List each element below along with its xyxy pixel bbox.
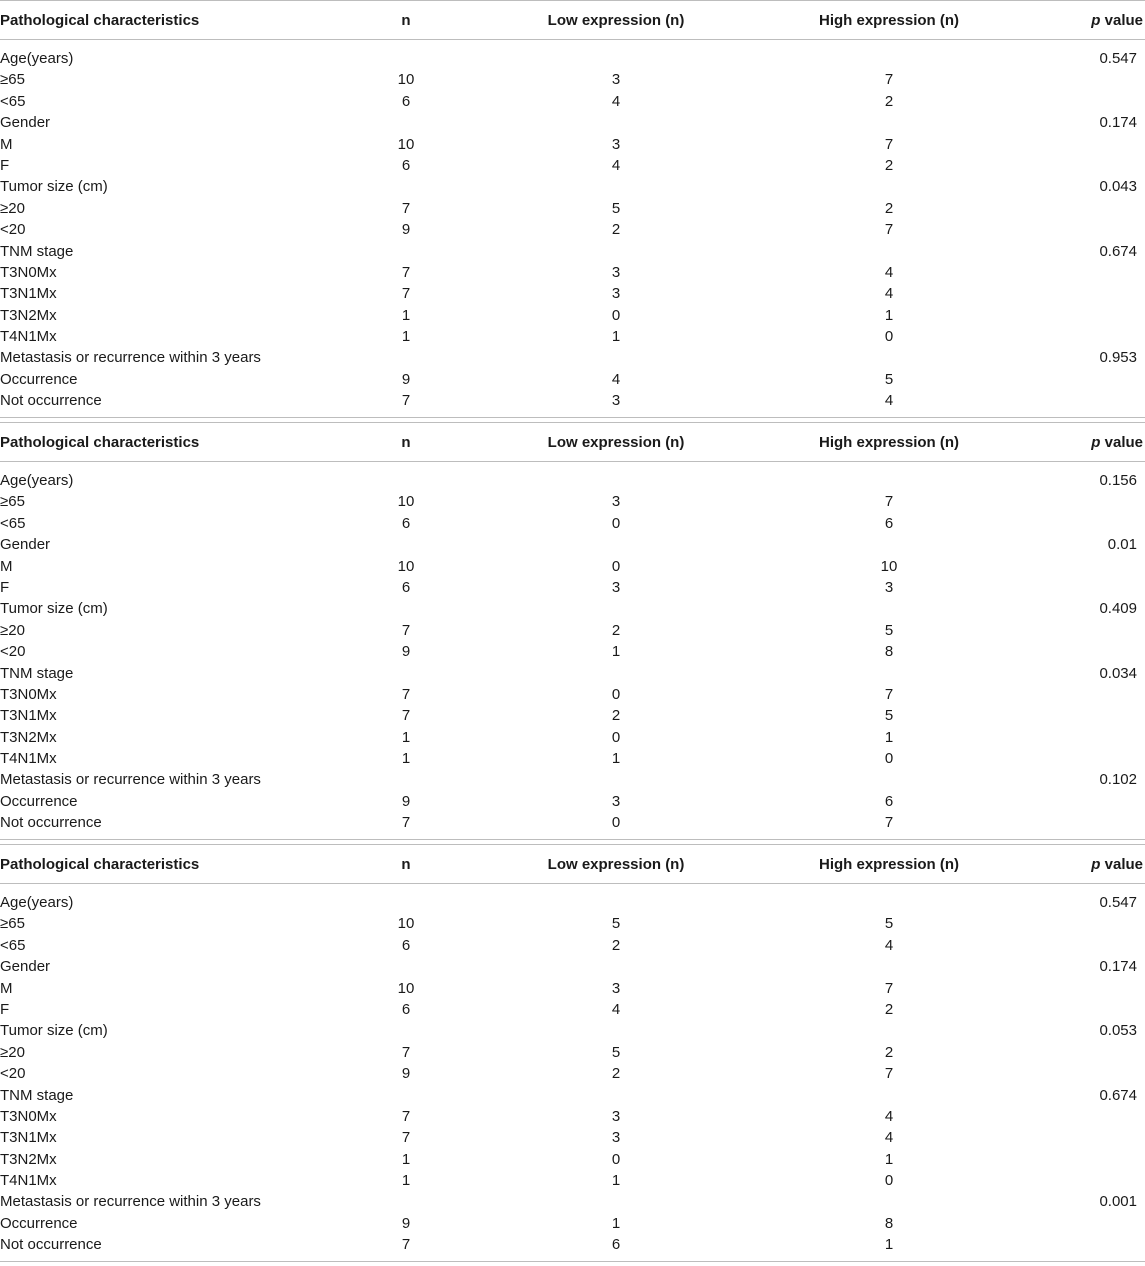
cell-high-expression: 4	[884, 392, 894, 410]
cell-n: 9	[401, 792, 411, 810]
cell-high-expression: 2	[884, 199, 894, 217]
cell-high-expression: 2	[884, 156, 894, 174]
table-row	[0, 913, 1145, 934]
cell-n: 7	[401, 621, 411, 639]
header-high-expression: High expression (n)	[818, 434, 960, 451]
table-row	[0, 556, 1145, 577]
cell-n: 6	[401, 514, 411, 532]
cell-n: 7	[401, 707, 411, 725]
cell-low-expression: 5	[611, 1043, 621, 1061]
cell-n: 9	[401, 221, 411, 239]
table-row	[0, 1042, 1145, 1063]
row-label: Occurrence	[0, 1214, 78, 1232]
table-header	[0, 844, 1145, 884]
cell-n: 7	[401, 199, 411, 217]
row-label: Tumor size (cm)	[0, 600, 108, 618]
table-row	[0, 1063, 1145, 1084]
cell-low-expression: 3	[611, 1107, 621, 1125]
cell-high-expression: 5	[884, 915, 894, 933]
cell-low-expression: 0	[611, 514, 621, 532]
row-label: <65	[0, 514, 26, 532]
cell-low-expression: 1	[611, 750, 621, 768]
row-label: TNM stage	[0, 242, 74, 260]
cell-high-expression: 7	[884, 71, 894, 89]
cell-low-expression: 3	[611, 578, 621, 596]
table-row	[0, 641, 1145, 662]
table-row	[0, 935, 1145, 956]
cell-n: 7	[401, 1129, 411, 1147]
cell-n: 1	[401, 328, 411, 346]
cell-high-expression: 7	[884, 221, 894, 239]
cell-high-expression: 2	[884, 92, 894, 110]
table-row	[0, 283, 1145, 304]
row-label: Not occurrence	[0, 392, 102, 410]
cell-high-expression: 1	[884, 1150, 894, 1168]
table-row	[0, 155, 1145, 176]
p-rest: value	[1100, 12, 1143, 29]
cell-p-value: 0.043	[1099, 178, 1137, 196]
cell-high-expression: 7	[884, 814, 894, 832]
cell-n: 7	[401, 1107, 411, 1125]
cell-low-expression: 4	[611, 156, 621, 174]
cell-low-expression: 1	[611, 1214, 621, 1232]
cell-high-expression: 0	[884, 1172, 894, 1190]
row-label: T3N1Mx	[0, 285, 57, 303]
cell-high-expression: 6	[884, 514, 894, 532]
row-label: TNM stage	[0, 664, 74, 682]
cell-n: 7	[401, 1043, 411, 1061]
cell-high-expression: 8	[884, 1214, 894, 1232]
row-label: T3N1Mx	[0, 707, 57, 725]
header-low-expression: Low expression (n)	[547, 856, 685, 873]
cell-n: 10	[397, 493, 415, 511]
p-italic: p	[1091, 434, 1101, 451]
header-p-value	[1091, 856, 1143, 873]
cell-p-value: 0.156	[1099, 472, 1137, 489]
header-low-expression: Low expression (n)	[547, 434, 685, 451]
cell-low-expression: 3	[611, 1129, 621, 1147]
row-label: <20	[0, 221, 26, 239]
table-row	[0, 999, 1145, 1020]
cell-n: 6	[401, 92, 411, 110]
cell-low-expression: 0	[611, 1150, 621, 1168]
cell-n: 1	[401, 750, 411, 768]
cell-low-expression: 4	[611, 92, 621, 110]
table-row	[0, 705, 1145, 726]
cell-p-value: 0.102	[1099, 771, 1137, 789]
row-label: Not occurrence	[0, 814, 102, 832]
cell-n: 7	[401, 1236, 411, 1254]
cell-high-expression: 4	[884, 1107, 894, 1125]
table-1	[0, 0, 1145, 418]
cell-high-expression: 10	[880, 557, 898, 575]
row-label: <20	[0, 1065, 26, 1083]
cell-n: 10	[397, 557, 415, 575]
table-row	[0, 176, 1145, 197]
cell-low-expression: 3	[611, 285, 621, 303]
cell-n: 6	[401, 156, 411, 174]
header-low-expression: Low expression (n)	[547, 12, 685, 29]
cell-n: 7	[401, 285, 411, 303]
cell-high-expression: 0	[884, 750, 894, 768]
cell-low-expression: 4	[611, 1000, 621, 1018]
table-row	[0, 91, 1145, 112]
cell-high-expression: 2	[884, 1000, 894, 1018]
row-label: Metastasis or recurrence within 3 years	[0, 771, 261, 789]
cell-low-expression: 0	[611, 814, 621, 832]
table-row	[0, 534, 1145, 555]
row-label: Tumor size (cm)	[0, 1022, 108, 1040]
table-row	[0, 978, 1145, 999]
cell-high-expression: 5	[884, 707, 894, 725]
table-row	[0, 1191, 1145, 1212]
table-row	[0, 491, 1145, 512]
cell-low-expression: 3	[611, 135, 621, 153]
row-label: T3N2Mx	[0, 306, 57, 324]
row-label: ≥65	[0, 71, 25, 89]
table-row	[0, 748, 1145, 769]
table-row	[0, 577, 1145, 598]
cell-p-value: 0.547	[1099, 894, 1137, 911]
cell-n: 6	[401, 1000, 411, 1018]
cell-low-expression: 1	[611, 1172, 621, 1190]
table-row	[0, 69, 1145, 90]
table-row	[0, 1127, 1145, 1148]
cell-p-value: 0.409	[1099, 600, 1137, 618]
row-label: M	[0, 135, 13, 153]
row-label: T4N1Mx	[0, 1172, 57, 1190]
cell-n: 7	[401, 814, 411, 832]
cell-low-expression: 2	[611, 221, 621, 239]
header-p-value	[1091, 434, 1143, 451]
row-label: ≥20	[0, 1043, 25, 1061]
table-row	[0, 1020, 1145, 1041]
row-label: ≥65	[0, 493, 25, 511]
row-label: T3N2Mx	[0, 1150, 57, 1168]
table-row	[0, 791, 1145, 812]
row-label: T3N0Mx	[0, 685, 57, 703]
cell-p-value: 0.034	[1099, 664, 1137, 682]
cell-high-expression: 7	[884, 1065, 894, 1083]
row-label: <65	[0, 936, 26, 954]
row-label: Age(years)	[0, 50, 74, 67]
table-header	[0, 0, 1145, 40]
row-label: ≥20	[0, 199, 25, 217]
cell-n: 7	[401, 263, 411, 281]
cell-p-value: 0.953	[1099, 349, 1137, 367]
row-label: Age(years)	[0, 472, 74, 489]
cell-high-expression: 4	[884, 285, 894, 303]
cell-p-value: 0.674	[1099, 242, 1137, 260]
cell-high-expression: 4	[884, 263, 894, 281]
cell-low-expression: 3	[611, 493, 621, 511]
table-row	[0, 369, 1145, 390]
p-rest: value	[1100, 434, 1143, 451]
header-characteristic: Pathological characteristics	[0, 12, 200, 29]
cell-n: 1	[401, 1150, 411, 1168]
table-row	[0, 769, 1145, 790]
row-label: <20	[0, 643, 26, 661]
row-label: F	[0, 1000, 10, 1018]
header-high-expression: High expression (n)	[818, 12, 960, 29]
table-body	[0, 462, 1145, 840]
cell-high-expression: 4	[884, 1129, 894, 1147]
row-label: <65	[0, 92, 26, 110]
cell-high-expression: 1	[884, 306, 894, 324]
cell-n: 7	[401, 685, 411, 703]
row-label: T3N2Mx	[0, 728, 57, 746]
table-row	[0, 1085, 1145, 1106]
cell-low-expression: 2	[611, 1065, 621, 1083]
cell-p-value: 0.01	[1107, 536, 1137, 554]
cell-n: 6	[401, 578, 411, 596]
cell-low-expression: 5	[611, 199, 621, 217]
cell-low-expression: 4	[611, 370, 621, 388]
cell-n: 1	[401, 306, 411, 324]
cell-high-expression: 7	[884, 685, 894, 703]
table-row	[0, 1149, 1145, 1170]
cell-low-expression: 1	[611, 328, 621, 346]
cell-high-expression: 7	[884, 493, 894, 511]
cell-high-expression: 3	[884, 578, 894, 596]
row-label: F	[0, 156, 10, 174]
row-label: T4N1Mx	[0, 750, 57, 768]
cell-high-expression: 2	[884, 1043, 894, 1061]
cell-high-expression: 0	[884, 328, 894, 346]
cell-low-expression: 3	[611, 792, 621, 810]
cell-low-expression: 0	[611, 306, 621, 324]
cell-n: 7	[401, 392, 411, 410]
table-row	[0, 1170, 1145, 1191]
cell-low-expression: 2	[611, 707, 621, 725]
header-p-value	[1091, 12, 1143, 29]
cell-low-expression: 3	[611, 71, 621, 89]
row-label: Metastasis or recurrence within 3 years	[0, 1193, 261, 1211]
p-italic: p	[1091, 12, 1101, 29]
table-row	[0, 470, 1145, 491]
row-label: Tumor size (cm)	[0, 178, 108, 196]
cell-low-expression: 2	[611, 621, 621, 639]
table-body	[0, 884, 1145, 1262]
table-row	[0, 663, 1145, 684]
table-row	[0, 262, 1145, 283]
row-label: T3N0Mx	[0, 1107, 57, 1125]
row-label: T4N1Mx	[0, 328, 57, 346]
row-label: TNM stage	[0, 1086, 74, 1104]
table-row	[0, 347, 1145, 368]
cell-n: 9	[401, 1065, 411, 1083]
cell-n: 10	[397, 135, 415, 153]
header-n: n	[401, 856, 411, 873]
header-characteristic: Pathological characteristics	[0, 856, 200, 873]
table-row	[0, 1213, 1145, 1234]
table-3	[0, 844, 1145, 1262]
cell-high-expression: 7	[884, 979, 894, 997]
cell-low-expression: 3	[611, 263, 621, 281]
table-body	[0, 40, 1145, 418]
table-row	[0, 620, 1145, 641]
cell-high-expression: 8	[884, 643, 894, 661]
row-label: Age(years)	[0, 894, 74, 911]
header-n: n	[401, 434, 411, 451]
p-rest: value	[1100, 856, 1143, 873]
table-row	[0, 390, 1145, 411]
cell-low-expression: 5	[611, 915, 621, 933]
table-row	[0, 1106, 1145, 1127]
header-characteristic: Pathological characteristics	[0, 434, 200, 451]
cell-p-value: 0.001	[1099, 1193, 1137, 1211]
row-label: T3N0Mx	[0, 263, 57, 281]
cell-low-expression: 0	[611, 557, 621, 575]
table-2	[0, 422, 1145, 840]
cell-high-expression: 5	[884, 370, 894, 388]
row-label: Occurrence	[0, 370, 78, 388]
cell-n: 1	[401, 728, 411, 746]
row-label: ≥65	[0, 915, 25, 933]
cell-n: 10	[397, 979, 415, 997]
row-label: T3N1Mx	[0, 1129, 57, 1147]
table-row	[0, 727, 1145, 748]
cell-p-value: 0.174	[1099, 958, 1137, 976]
cell-p-value: 0.174	[1099, 114, 1137, 132]
table-row	[0, 684, 1145, 705]
cell-p-value: 0.674	[1099, 1086, 1137, 1104]
cell-low-expression: 2	[611, 936, 621, 954]
row-label: Occurrence	[0, 792, 78, 810]
cell-high-expression: 1	[884, 1236, 894, 1254]
cell-n: 10	[397, 71, 415, 89]
cell-n: 1	[401, 1172, 411, 1190]
header-n: n	[401, 12, 411, 29]
row-label: Gender	[0, 958, 51, 976]
cell-high-expression: 1	[884, 728, 894, 746]
cell-n: 9	[401, 370, 411, 388]
cell-p-value: 0.547	[1099, 50, 1137, 67]
table-row	[0, 241, 1145, 262]
row-label: M	[0, 557, 13, 575]
table-row	[0, 112, 1145, 133]
table-row	[0, 598, 1145, 619]
cell-n: 9	[401, 643, 411, 661]
cell-high-expression: 6	[884, 792, 894, 810]
table-row	[0, 305, 1145, 326]
table-header	[0, 422, 1145, 462]
table-row	[0, 956, 1145, 977]
cell-n: 6	[401, 936, 411, 954]
cell-n: 9	[401, 1214, 411, 1232]
row-label: Metastasis or recurrence within 3 years	[0, 349, 261, 367]
row-label: F	[0, 578, 10, 596]
cell-high-expression: 4	[884, 936, 894, 954]
row-label: M	[0, 979, 13, 997]
table-row	[0, 48, 1145, 69]
table-row	[0, 513, 1145, 534]
cell-low-expression: 3	[611, 392, 621, 410]
cell-high-expression: 7	[884, 135, 894, 153]
p-italic: p	[1091, 856, 1101, 873]
header-high-expression: High expression (n)	[818, 856, 960, 873]
row-label: ≥20	[0, 621, 25, 639]
row-label: Gender	[0, 536, 51, 554]
row-label: Gender	[0, 114, 51, 132]
cell-high-expression: 5	[884, 621, 894, 639]
table-row	[0, 892, 1145, 913]
table-row	[0, 219, 1145, 240]
table-row	[0, 134, 1145, 155]
table-row	[0, 198, 1145, 219]
cell-low-expression: 6	[611, 1236, 621, 1254]
cell-low-expression: 0	[611, 685, 621, 703]
cell-low-expression: 3	[611, 979, 621, 997]
cell-p-value: 0.053	[1099, 1022, 1137, 1040]
table-row	[0, 1234, 1145, 1255]
cell-low-expression: 0	[611, 728, 621, 746]
cell-n: 10	[397, 915, 415, 933]
table-row	[0, 326, 1145, 347]
cell-low-expression: 1	[611, 643, 621, 661]
table-row	[0, 812, 1145, 833]
row-label: Not occurrence	[0, 1236, 102, 1254]
